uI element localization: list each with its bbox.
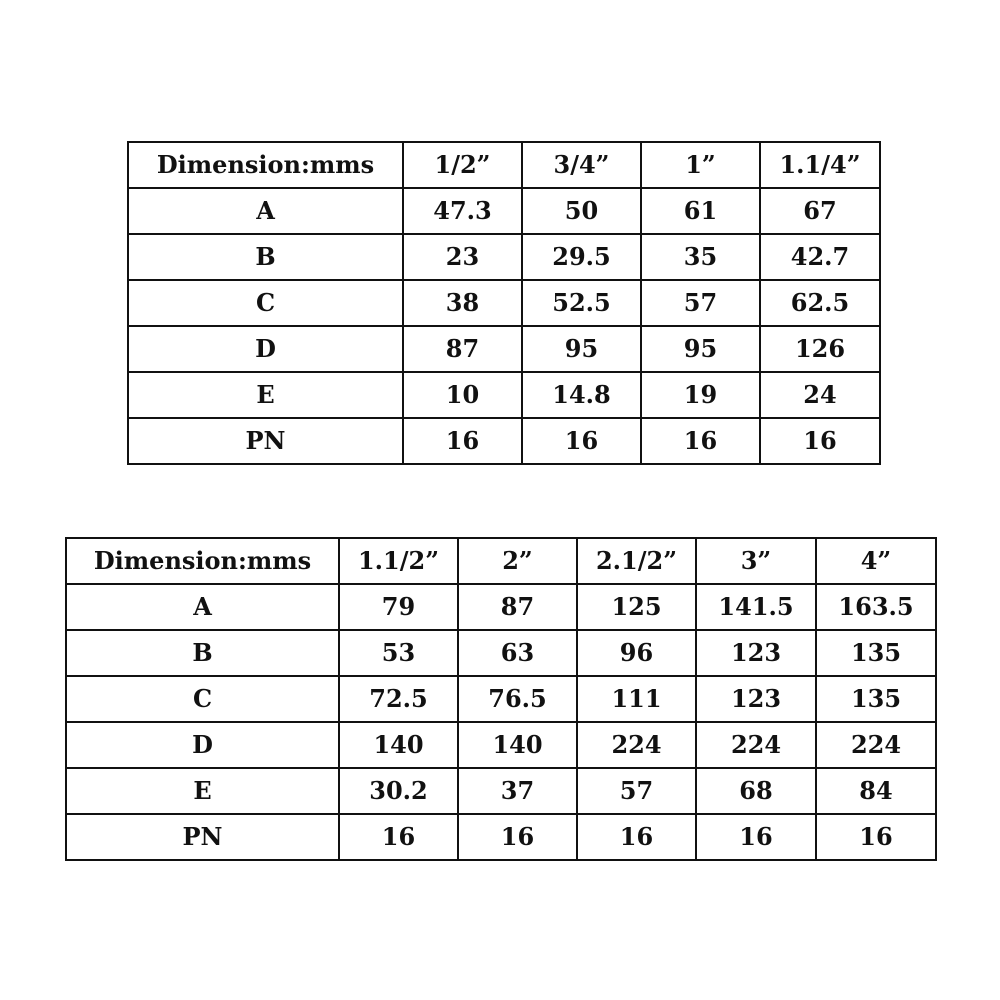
- table-cell: 95: [641, 326, 760, 372]
- table-header-row: [128, 142, 880, 188]
- table-cell: 24: [760, 372, 880, 418]
- table-cell: 16: [339, 814, 458, 860]
- table-cell: 96: [577, 630, 696, 676]
- table-cell: 16: [458, 814, 577, 860]
- table-cell: 123: [696, 630, 816, 676]
- row-label-cell: E: [128, 372, 403, 418]
- table-cell: 57: [641, 280, 760, 326]
- header-cell-size: 1/2”: [403, 142, 522, 188]
- table-cell: 123: [696, 676, 816, 722]
- header-cell-dimension: Dimension:mms: [66, 538, 339, 584]
- table-body: [128, 142, 880, 464]
- table-row: [66, 676, 936, 722]
- row-label-cell: PN: [66, 814, 339, 860]
- table-row: [128, 326, 880, 372]
- table-cell: 16: [696, 814, 816, 860]
- table-cell: 16: [577, 814, 696, 860]
- row-label-cell: C: [66, 676, 339, 722]
- table-cell: 14.8: [522, 372, 641, 418]
- row-label-cell: D: [66, 722, 339, 768]
- table-cell: 38: [403, 280, 522, 326]
- table-cell: 61: [641, 188, 760, 234]
- table-body: [66, 538, 936, 860]
- table-cell: 63: [458, 630, 577, 676]
- table-cell: 16: [816, 814, 936, 860]
- table-cell: 224: [816, 722, 936, 768]
- table-cell: 140: [339, 722, 458, 768]
- table-row: [128, 234, 880, 280]
- table-cell: 57: [577, 768, 696, 814]
- table-row: [66, 722, 936, 768]
- table-cell: 76.5: [458, 676, 577, 722]
- table-cell: 140: [458, 722, 577, 768]
- table-cell: 135: [816, 676, 936, 722]
- table-cell: 87: [458, 584, 577, 630]
- table-cell: 87: [403, 326, 522, 372]
- table-cell: 79: [339, 584, 458, 630]
- table-cell: 16: [760, 418, 880, 464]
- table-cell: 30.2: [339, 768, 458, 814]
- table-row: [128, 280, 880, 326]
- row-label-cell: A: [66, 584, 339, 630]
- header-cell-size: 3”: [696, 538, 816, 584]
- table-cell: 53: [339, 630, 458, 676]
- table-row: [128, 372, 880, 418]
- table-cell: 37: [458, 768, 577, 814]
- dimensions-table-large-sizes: [65, 537, 937, 861]
- table-cell: 125: [577, 584, 696, 630]
- table-cell: 29.5: [522, 234, 641, 280]
- table-header-row: [66, 538, 936, 584]
- row-label-cell: C: [128, 280, 403, 326]
- table-cell: 163.5: [816, 584, 936, 630]
- table-row: [128, 418, 880, 464]
- table-cell: 42.7: [760, 234, 880, 280]
- row-label-cell: D: [128, 326, 403, 372]
- table-cell: 72.5: [339, 676, 458, 722]
- table-cell: 126: [760, 326, 880, 372]
- table-cell: 224: [696, 722, 816, 768]
- table-cell: 16: [522, 418, 641, 464]
- table-cell: 95: [522, 326, 641, 372]
- table-cell: 16: [641, 418, 760, 464]
- header-cell-size: 2”: [458, 538, 577, 584]
- table-cell: 62.5: [760, 280, 880, 326]
- table-row: [66, 630, 936, 676]
- table-row: [66, 584, 936, 630]
- table-cell: 135: [816, 630, 936, 676]
- row-label-cell: B: [66, 630, 339, 676]
- header-cell-size: 1.1/4”: [760, 142, 880, 188]
- table-row: [66, 814, 936, 860]
- row-label-cell: B: [128, 234, 403, 280]
- table-cell: 52.5: [522, 280, 641, 326]
- header-cell-size: 3/4”: [522, 142, 641, 188]
- table-cell: 10: [403, 372, 522, 418]
- table-cell: 111: [577, 676, 696, 722]
- row-label-cell: A: [128, 188, 403, 234]
- table-cell: 84: [816, 768, 936, 814]
- table-cell: 47.3: [403, 188, 522, 234]
- row-label-cell: E: [66, 768, 339, 814]
- table-cell: 50: [522, 188, 641, 234]
- header-cell-size: 1.1/2”: [339, 538, 458, 584]
- header-cell-size: 4”: [816, 538, 936, 584]
- table-cell: 35: [641, 234, 760, 280]
- table-cell: 68: [696, 768, 816, 814]
- table-cell: 19: [641, 372, 760, 418]
- header-cell-size: 2.1/2”: [577, 538, 696, 584]
- table-cell: 141.5: [696, 584, 816, 630]
- table-cell: 224: [577, 722, 696, 768]
- table-row: [66, 768, 936, 814]
- dimensions-table-small-sizes: [127, 141, 881, 465]
- table-cell: 16: [403, 418, 522, 464]
- header-cell-size: 1”: [641, 142, 760, 188]
- table-cell: 67: [760, 188, 880, 234]
- header-cell-dimension: Dimension:mms: [128, 142, 403, 188]
- table-cell: 23: [403, 234, 522, 280]
- table-row: [128, 188, 880, 234]
- row-label-cell: PN: [128, 418, 403, 464]
